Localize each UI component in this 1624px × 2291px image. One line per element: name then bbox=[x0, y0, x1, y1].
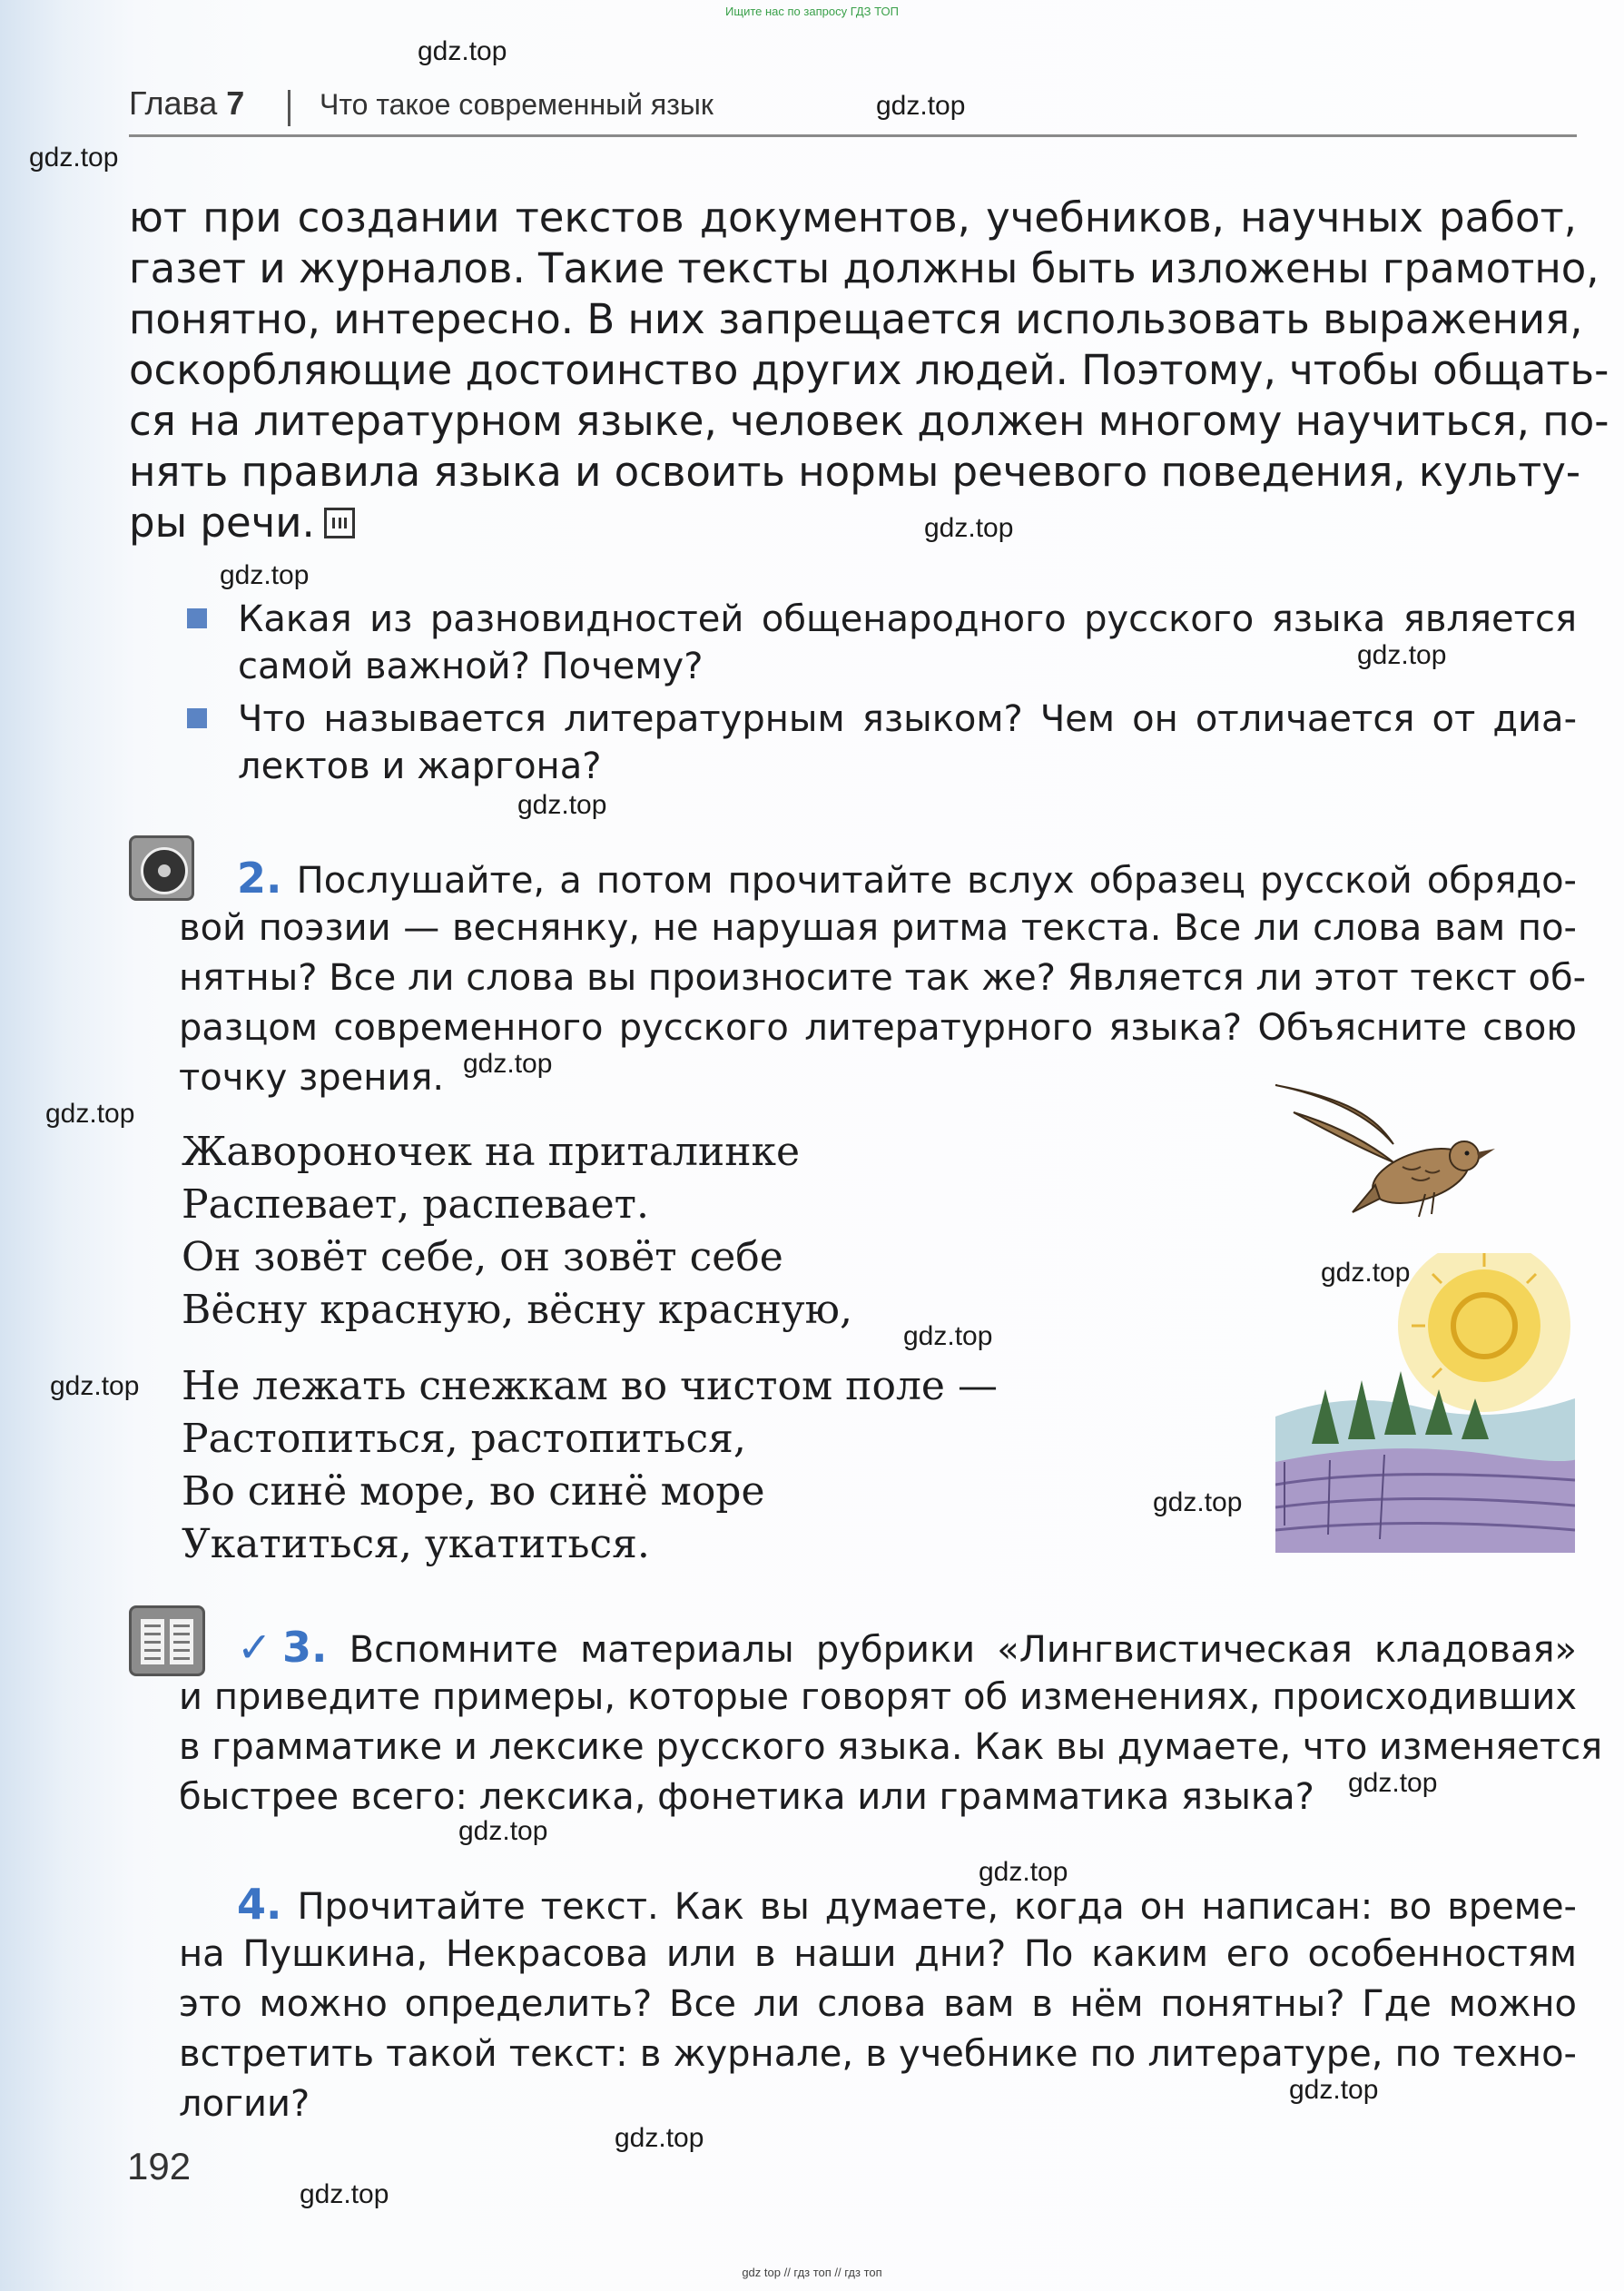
text-line: разцом современного русского литературного языка? Объясните свою bbox=[179, 1007, 1577, 1049]
watermark: gdz.top bbox=[45, 1099, 135, 1129]
watermark: gdz.top bbox=[1153, 1487, 1243, 1517]
watermark: gdz.top bbox=[903, 1321, 993, 1351]
watermark: gdz.top bbox=[1348, 1768, 1438, 1798]
poem-line: Вёсну красную, вёсну красную, bbox=[182, 1287, 852, 1333]
question-item bbox=[238, 596, 1577, 690]
text-line: логии? bbox=[179, 2083, 310, 2125]
watermark: gdz.top bbox=[418, 36, 507, 66]
checkmark-icon: ✓ bbox=[237, 1623, 282, 1672]
watermark: gdz.top bbox=[220, 560, 310, 590]
text-line: на Пушкина, Некрасова или в наши дни? По каким его особенностям bbox=[179, 1933, 1577, 1975]
intro-paragraph bbox=[129, 193, 1609, 548]
watermark: gdz.top bbox=[463, 1049, 553, 1079]
page-header bbox=[129, 84, 1577, 137]
text-line: лектов и жаргона? bbox=[238, 746, 602, 787]
text-line: Прочитайте текст. Как вы думаете, когда он написан: во време- bbox=[297, 1886, 1577, 1928]
task-number: 4. bbox=[237, 1880, 282, 1929]
square-bullet-icon bbox=[187, 708, 207, 728]
poem-stanza bbox=[182, 1126, 998, 1337]
text-line: Вспомните материалы рубрики «Лингвистическая кладовая» bbox=[349, 1629, 1577, 1671]
text-line-end bbox=[129, 498, 1577, 548]
archive-icon bbox=[324, 508, 355, 538]
square-bullet-icon bbox=[187, 608, 207, 628]
watermark: gdz.top bbox=[29, 143, 119, 173]
text-line: точку зрения. bbox=[179, 1057, 445, 1099]
review-questions bbox=[238, 596, 1577, 795]
header-separator bbox=[288, 90, 290, 126]
question-item bbox=[238, 696, 1577, 790]
poem-vesnyanka bbox=[182, 1126, 998, 1595]
text-line: вой поэзии — веснянку, не нарушая ритма текста. Все ли слова вам по- bbox=[179, 907, 1577, 949]
watermark: gdz.top bbox=[1289, 2075, 1379, 2105]
text-line: быстрее всего: лексика, фонетика или грамматика языка? bbox=[179, 1776, 1314, 1818]
lark-illustration bbox=[1266, 1076, 1502, 1235]
page-number: 192 bbox=[127, 2145, 192, 2187]
chapter-word: Глава bbox=[129, 84, 218, 122]
poem-line: Распевает, распевает. bbox=[182, 1181, 649, 1228]
task-3 bbox=[179, 1623, 1603, 1822]
text-line: понятно, интересно. В них запрещается использовать выражения, bbox=[129, 295, 1583, 343]
poem-line: Укатиться, укатиться. bbox=[182, 1521, 650, 1567]
task-line bbox=[179, 854, 1577, 904]
poem-line: Он зовёт себе, он зовёт себе bbox=[182, 1234, 783, 1280]
watermark: gdz.top bbox=[300, 2179, 389, 2209]
task-line bbox=[179, 1623, 1577, 1673]
task-number: 2. bbox=[237, 854, 282, 903]
chapter-number: 7 bbox=[226, 84, 245, 122]
text-line: оскорбляющие достоинство других людей. Поэтому, чтобы общать- bbox=[129, 346, 1609, 394]
bottom-note: gdz top // гдз топ // гдз топ bbox=[742, 2266, 882, 2279]
text-line: это можно определить? Все ли слова вам в нём понятны? Где можно bbox=[179, 1983, 1577, 2025]
watermark: gdz.top bbox=[458, 1816, 548, 1846]
poem-line: Не лежать снежкам во чистом поле — bbox=[182, 1363, 998, 1409]
poem-stanza bbox=[182, 1360, 998, 1571]
watermark: gdz.top bbox=[876, 91, 966, 121]
task-line bbox=[179, 1880, 1577, 1930]
text-line: ся на литературном языке, человек должен многому научиться, по- bbox=[129, 397, 1609, 445]
poem-line: Во синё море, во синё море bbox=[182, 1468, 765, 1515]
text-line: ры речи. bbox=[129, 499, 315, 547]
watermark: gdz.top bbox=[1357, 640, 1447, 670]
text-line: газет и журналов. Такие тексты должны быть изложены грамотно, bbox=[129, 244, 1599, 292]
text-line: нять правила языка и освоить нормы речевого поведения, культу- bbox=[129, 448, 1581, 496]
text-line: ют при создании текстов документов, учебников, научных работ, bbox=[129, 193, 1577, 242]
poem-line: Жавороночек на приталинке bbox=[182, 1129, 801, 1175]
text-line: Какая из разновидностей общенародного русского языка является bbox=[238, 598, 1577, 640]
task-4 bbox=[179, 1880, 1577, 2129]
watermark: gdz.top bbox=[615, 2123, 704, 2153]
watermark: gdz.top bbox=[50, 1371, 140, 1401]
text-line: Послушайте, а потом прочитайте вслух образец русской обрядо- bbox=[296, 860, 1577, 902]
text-line: и приведите примеры, которые говорят об изменениях, происходивших bbox=[179, 1676, 1577, 1718]
watermark: gdz.top bbox=[924, 513, 1014, 543]
task-number: 3. bbox=[281, 1623, 328, 1672]
task-2 bbox=[179, 854, 1587, 1103]
chapter-title: Что такое современный язык bbox=[320, 88, 714, 121]
text-line: самой важной? Почему? bbox=[238, 646, 704, 687]
watermark: gdz.top bbox=[517, 790, 607, 820]
top-search-note: Ищите нас по запросу ГДЗ ТОП bbox=[725, 5, 899, 18]
text-line: встретить такой текст: в журнале, в учебнике по литературе, по техно- bbox=[179, 2033, 1577, 2075]
watermark: gdz.top bbox=[979, 1857, 1068, 1887]
text-line: Что называется литературным языком? Чем он отличается от диа- bbox=[238, 698, 1577, 740]
chapter-label bbox=[129, 84, 244, 123]
watermark: gdz.top bbox=[1321, 1258, 1411, 1288]
poem-line: Растопиться, растопиться, bbox=[182, 1416, 746, 1462]
text-line: в грамматике и лексике русского языка. Как вы думаете, что изменяется bbox=[179, 1726, 1603, 1768]
text-line: нятны? Все ли слова вы произносите так же? Является ли этот текст об- bbox=[179, 957, 1587, 999]
spring-landscape-illustration bbox=[1275, 1253, 1575, 1553]
